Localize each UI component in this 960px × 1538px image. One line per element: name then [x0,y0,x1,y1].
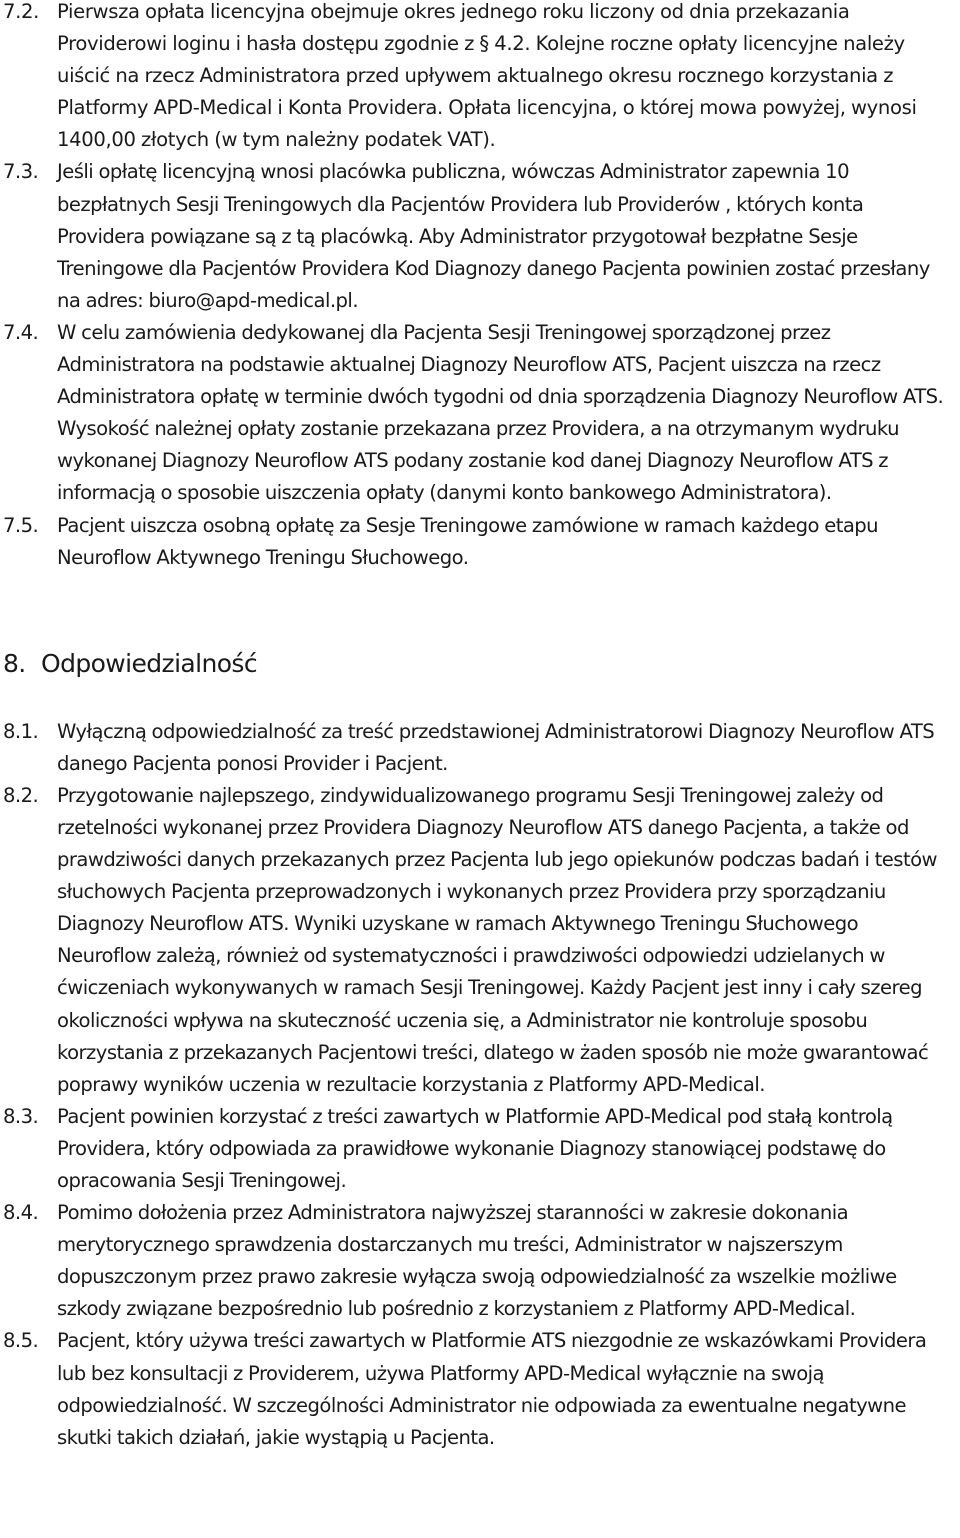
clause-7-5 [0,510,960,574]
clause-text: Przygotowanie najlepszego, zindywidualizowanego programu Sesji Treningowej zależy od rzetelności wykonanej przez Providera Diagnozy Neuroflow ATS danego Pacjenta, a także od prawdziwości danych przekazanych przez Pacjenta lub jego opiekunów podczas badań i testów słuchowych Pacjenta przeprowadzonych i wykonanych przez Providera przy sporządzaniu Diagnozy Neuroflow ATS. Wyniki uzyskane w ramach Aktywnego Treningu Słuchowego Neuroflow zależą, również od systematyczności i prawdziwości odpowiedzi udzielanych w ćwiczeniach wykonywanych w ramach Sesji Treningowej. Każdy Pacjent jest inny i cały szereg okoliczności wpływa na skuteczność uczenia się, a Administrator nie kontroluje sposobu korzystania z przekazanych Pacjentowi treści, dlatego w żaden sposób nie może gwarantować poprawy wyników uczenia w rezultacie korzystania z Platformy APD-Medical. [57,783,937,1096]
clause-8-2 [0,780,960,1101]
clause-8-1 [0,716,960,780]
clause-number: 7.5. [3,513,39,537]
clause-text: Jeśli opłatę licencyjną wnosi placówka publiczna, wówczas Administrator zapewnia 10 bezpłatnych Sesji Treningowych dla Pacjentów Providera lub Providerów , których konta Providera powiązane są z tą placówką. Aby Administrator przygotował bezpłatne Sesje Treningowe dla Pacjentów Providera Kod Diagnozy danego Pacjenta powinien zostać przesłany na adres: biuro@apd-medical.pl. [57,160,930,312]
clause-text: Pacjent, który używa treści zawartych w Platformie ATS niezgodnie ze wskazówkami Providera lub bez konsultacji z Providerem, używa Platformy APD-Medical wyłącznie na swoją odpowiedzialność. W szczególności Administrator nie odpowiada za ewentualne negatywne skutki takich działań, jakie wystąpią u Pacjenta. [57,1329,927,1449]
clause-text: Pomimo dołożenia przez Administratora najwyższej staranności w zakresie dokonania merytorycznego sprawdzenia dostarczanych mu treści, Administrator w najszerszym dopuszczonym przez prawo zakresie wyłącza swoją odpowiedzialność za wszelkie możliwe szkody związane bezpośrednio lub pośrednio z korzystaniem z Platformy APD-Medical. [57,1201,897,1321]
heading-number: 8. [3,648,26,678]
clause-number: 8.2. [3,783,39,807]
clause-8-3 [0,1101,960,1197]
section-8-heading [0,647,960,681]
clause-8-4 [0,1197,960,1325]
clause-text: Pierwsza opłata licencyjna obejmuje okres jednego roku liczony od dnia przekazania Providerowi loginu i hasła dostępu zgodnie z § 4.2. Kolejne roczne opłaty licencyjne należy uiścić na rzecz Administratora przed upływem aktualnego okresu rocznego korzystania z Platformy APD-Medical i Konta Providera. Opłata licencyjna, o której mowa powyżej, wynosi 1400,00 złotych (w tym należny podatek VAT). [57,0,917,152]
clause-8-5 [0,1325,960,1453]
clause-text: Pacjent powinien korzystać z treści zawartych w Platformie APD-Medical pod stałą kontrolą Providera, który odpowiada za prawidłowe wykonanie Diagnozy stanowiącej podstawę do opracowania Sesji Treningowej. [57,1104,893,1192]
clause-number: 7.4. [3,320,39,344]
clause-7-2 [0,0,960,156]
section-8-list [0,716,960,1454]
heading-title: Odpowiedzialność [41,648,257,678]
clause-number: 7.2. [3,0,39,23]
clause-number: 8.3. [3,1104,39,1128]
clause-7-3 [0,156,960,316]
clause-text: Wyłączną odpowiedzialność za treść przedstawionej Administratorowi Diagnozy Neuroflow ATS danego Pacjenta ponosi Provider i Pacjent. [57,719,935,775]
clause-number: 8.5. [3,1329,39,1353]
clause-number: 7.3. [3,160,39,184]
clause-7-4 [0,317,960,510]
clause-number: 8.1. [3,719,39,743]
clause-text: Pacjent uiszcza osobną opłatę za Sesje Treningowe zamówione w ramach każdego etapu Neuroflow Aktywnego Treningu Słuchowego. [57,513,879,569]
clause-number: 8.4. [3,1201,39,1225]
section-7-list [0,0,960,574]
clause-text: W celu zamówienia dedykowanej dla Pacjenta Sesji Treningowej sporządzonej przez Administratora na podstawie aktualnej Diagnozy Neuroflow ATS, Pacjent uiszcza na rzecz Administratora opłatę w terminie dwóch tygodni od dnia sporządzenia Diagnozy Neuroflow ATS. Wysokość należnej opłaty zostanie przekazana przez Providera, a na otrzymanym wydruku wykonanej Diagnozy Neuroflow ATS podany zostanie kod danej Diagnozy Neuroflow ATS z informacją o sposobie uiszczenia opłaty (danymi konto bankowego Administratora). [57,320,944,505]
